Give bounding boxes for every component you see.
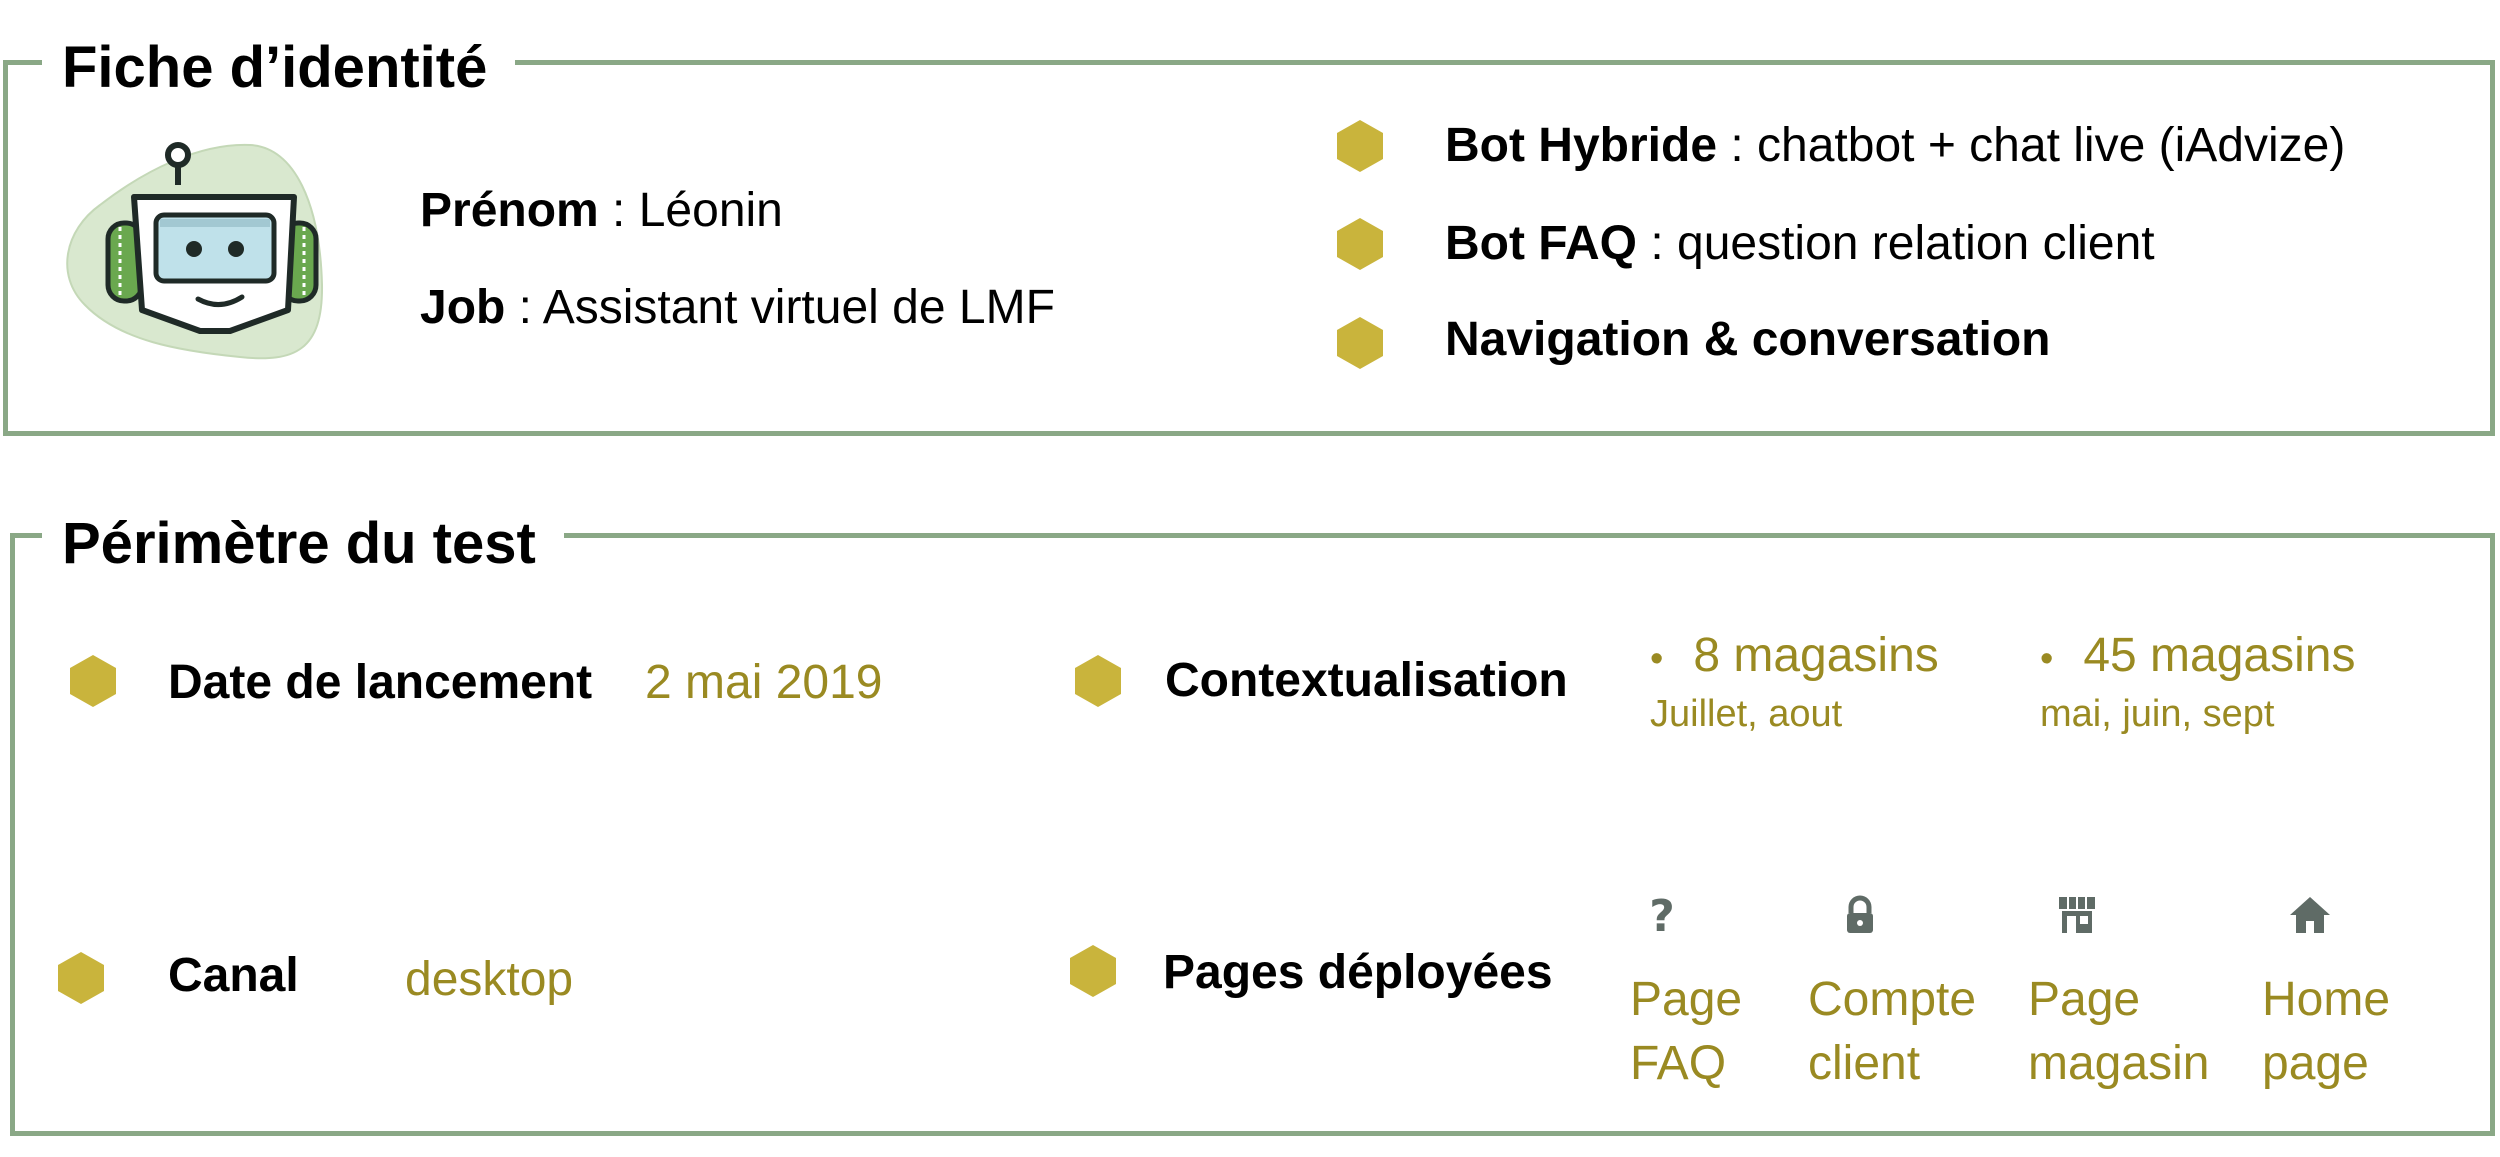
contextualisation-label: Contextualisation xyxy=(1165,654,1568,707)
deployed-page-label: Page magasin xyxy=(2028,973,2210,1090)
hexagon-bullet-icon xyxy=(1335,216,1385,272)
question-mark-icon xyxy=(1640,893,1684,937)
job-label: Job xyxy=(420,281,506,334)
feature-item xyxy=(1445,216,2155,271)
feature-item xyxy=(1445,118,2345,173)
deployed-pages-label: Pages déployées xyxy=(1163,946,1553,999)
context-value: 8 magasins xyxy=(1693,629,1939,682)
home-icon xyxy=(2288,893,2332,937)
feature-label: Navigation & conversation xyxy=(1445,313,2051,366)
channel-label: Canal xyxy=(168,949,299,1002)
hexagon-bullet-icon xyxy=(56,950,106,1006)
robot-icon xyxy=(60,135,330,365)
test-scope-title: Périmètre du test xyxy=(42,509,564,579)
channel-value: desktop xyxy=(405,953,574,1006)
svg-text:?: ? xyxy=(1649,893,1675,937)
prenom-label: Prénom xyxy=(420,184,599,237)
feature-value: : chatbot + chat live (iAdvize) xyxy=(1717,119,2346,172)
context-sub: Juillet, aout xyxy=(1650,693,1843,735)
prenom-line xyxy=(420,183,783,238)
hexagon-bullet-icon xyxy=(1073,653,1123,709)
hexagon-bullet-icon xyxy=(1335,118,1385,174)
hexagon-bullet-icon xyxy=(68,653,118,709)
lock-icon xyxy=(1838,893,1882,937)
feature-label: Bot Hybride xyxy=(1445,119,1718,172)
feature-item xyxy=(1445,312,2050,367)
bullet: • xyxy=(1650,638,1664,680)
launch-date-value: 2 mai 2019 xyxy=(645,656,883,709)
feature-value: : question relation client xyxy=(1636,217,2155,270)
robot-avatar xyxy=(60,135,330,365)
job-value: : Assistant virtuel de LMF xyxy=(505,281,1055,334)
launch-date-label: Date de lancement xyxy=(168,656,593,709)
hexagon-bullet-icon xyxy=(1068,943,1118,999)
context-sub: mai, juin, sept xyxy=(2040,693,2275,735)
prenom-value: : Léonin xyxy=(598,184,783,237)
store-icon xyxy=(2055,893,2099,937)
feature-label: Bot FAQ xyxy=(1445,217,1637,270)
deployed-page-label: Compte client xyxy=(1808,973,1977,1090)
job-line xyxy=(420,280,1055,335)
hexagon-bullet-icon xyxy=(1335,315,1385,371)
deployed-page-label: Home page xyxy=(2262,973,2391,1090)
deployed-page-label: Page FAQ xyxy=(1630,973,1743,1090)
bullet: • xyxy=(2040,638,2054,680)
identity-card-title: Fiche d’identité xyxy=(42,33,515,103)
context-item xyxy=(1650,628,1939,683)
context-value: 45 magasins xyxy=(2083,629,2356,682)
context-item xyxy=(2040,628,2355,683)
